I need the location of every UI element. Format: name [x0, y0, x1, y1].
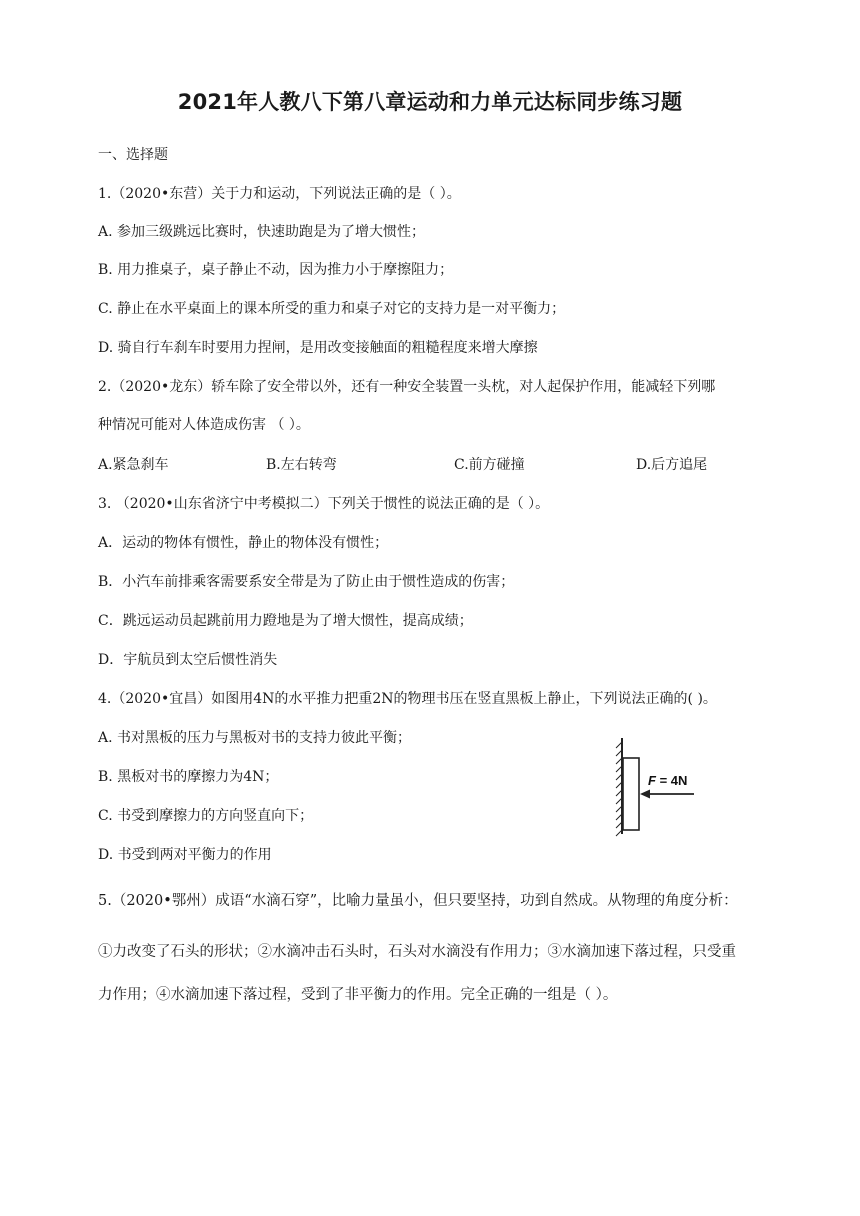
question-2-option-a: A.紧急刹车	[98, 457, 169, 473]
question-4-figure	[610, 736, 710, 838]
question-2-option-d: D.后方追尾	[636, 457, 708, 473]
question-3-option-a: A．运动的物体有惯性，静止的物体没有惯性；	[98, 535, 389, 551]
question-2-stem-line-1: 2.（2020•龙东）轿车除了安全带以外，还有一种安全装置一头枕，对人起保护作用，能减轻下列哪	[98, 379, 716, 395]
question-4-option-c: C. 书受到摩擦力的方向竖直向下；	[98, 808, 314, 824]
question-5-stem-line-1: 5.（2020•鄂州）成语“水滴石穿”，比喻力量虽小，但只要坚持，功到自然成。从物理的角度分析：	[98, 893, 738, 909]
question-3-option-d: D．宇航员到太空后惯性消失	[98, 652, 278, 668]
question-4-option-b: B. 黑板对书的摩擦力为4N；	[98, 769, 279, 785]
page-title: 2021年人教八下第八章运动和力单元达标同步练习题	[177, 90, 683, 114]
question-4-option-a: A. 书对黑板的压力与黑板对书的支持力彼此平衡；	[98, 730, 412, 746]
question-2-stem-line-2: 种情况可能对人体造成伤害 （ ）。	[98, 417, 310, 433]
question-1-option-c: C. 静止在水平桌面上的课本所受的重力和桌子对它的支持力是一对平衡力；	[98, 301, 566, 317]
question-2-options-row	[98, 455, 738, 475]
wall-book-diagram	[610, 736, 710, 838]
question-1-option-d: D. 骑自行车刹车时要用力捏闸，是用改变接触面的粗糙程度来增大摩擦	[98, 340, 538, 356]
question-5-stem-line-3: 力作用；④水滴加速下落过程，受到了非平衡力的作用。完全正确的一组是（ ）。	[98, 987, 618, 1003]
question-3-option-b: B．小汽车前排乘客需要系安全带是为了防止由于惯性造成的伤害；	[98, 574, 515, 590]
question-2-option-b: B.左右转弯	[266, 457, 337, 473]
question-4-option-d: D. 书受到两对平衡力的作用	[98, 847, 272, 863]
question-2-option-c: C.前方碰撞	[454, 457, 525, 473]
section-heading: 一、选择题	[98, 147, 168, 163]
question-3-stem: 3. （2020•山东省济宁中考模拟二）下列关于惯性的说法正确的是（ ）。	[98, 496, 550, 512]
question-1-option-a: A. 参加三级跳远比赛时，快速助跑是为了增大惯性；	[98, 224, 426, 240]
question-1-stem: 1.（2020•东营）关于力和运动，下列说法正确的是（ ）。	[98, 186, 461, 202]
force-label: F = 4N	[648, 773, 688, 788]
question-3-option-c: C．跳远运动员起跳前用力蹬地是为了增大惯性，提高成绩；	[98, 613, 473, 629]
book-rect	[623, 758, 639, 830]
question-1-option-b: B. 用力推桌子，桌子静止不动，因为推力小于摩擦阻力；	[98, 262, 454, 278]
question-5-stem-line-2: ①力改变了石头的形状；②水滴冲击石头时，石头对水滴没有作用力；③水滴加速下落过程，只受重	[98, 944, 736, 960]
question-4-stem: 4.（2020•宜昌）如图用4N的水平推力把重2N的物理书压在竖直黑板上静止，下列说法正确的( )。	[98, 691, 717, 707]
force-arrow-head	[640, 790, 650, 799]
